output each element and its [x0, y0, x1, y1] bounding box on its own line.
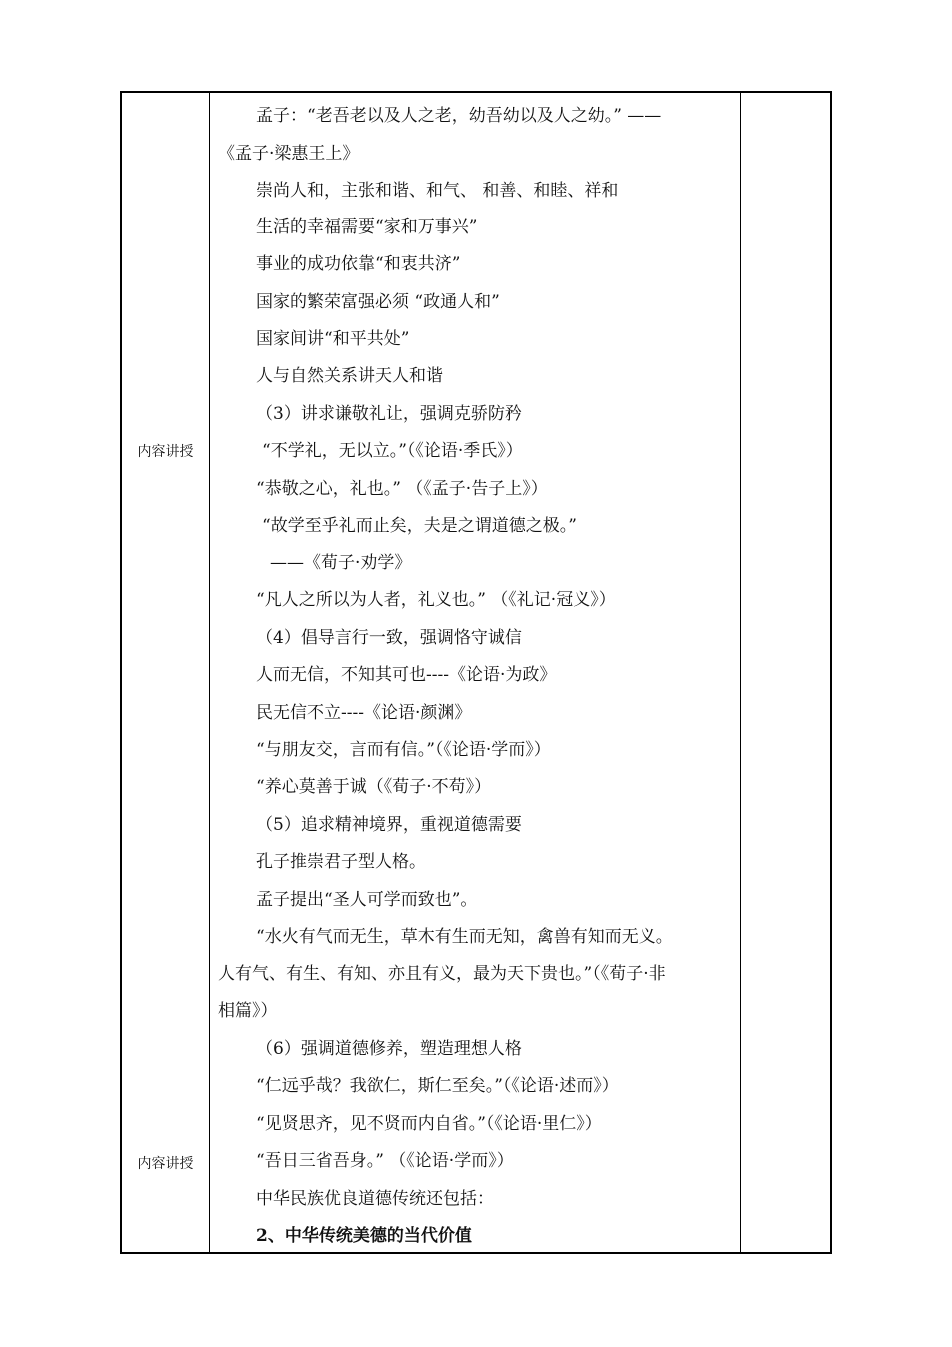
content-line: 国家间讲“和平共处” [256, 329, 410, 349]
content-line: （4）倡导言行一致，强调恪守诚信 [256, 628, 522, 648]
row-label-teaching-content-2: 内容讲授 [137, 1156, 194, 1172]
content-line: “凡人之所以为人者，礼义也。” （《礼记·冠义》） [256, 590, 616, 610]
content-line: “吾日三省吾身。” （《论语·学而》） [256, 1151, 514, 1171]
content-line: “不学礼，无以立。”（《论语·季氏》） [262, 441, 523, 461]
content-line: 人与自然关系讲天人和谐 [256, 366, 443, 386]
content-line: “恭敬之心，礼也。” （《孟子·告子上》） [256, 479, 548, 499]
column-divider-right [740, 93, 741, 1252]
content-line: （6）强调道德修养，塑造理想人格 [256, 1039, 522, 1059]
content-line: “与朋友交，言而有信。”（《论语·学而》） [256, 740, 551, 760]
content-line: ——《荀子·劝学》 [270, 553, 412, 573]
lesson-table [120, 91, 832, 1254]
column-divider-left [209, 93, 210, 1252]
content-line: （3）讲求谦敬礼让，强调克骄防矜 [256, 404, 522, 424]
content-line: 崇尚人和，主张和谐、和气、 和善、和睦、祥和 [256, 181, 619, 201]
content-line: “见贤思齐，见不贤而内自省。”（《论语·里仁》） [256, 1114, 602, 1134]
content-line: “养心莫善于诚（《荀子·不苟》） [256, 777, 492, 797]
content-line: 生活的幸福需要“家和万事兴” [256, 217, 478, 237]
row-label-teaching-content: 内容讲授 [137, 444, 194, 460]
content-line: “仁远乎哉？我欲仁，斯仁至矣。”（《论语·述而》） [256, 1076, 619, 1096]
content-line: 相篇》） [218, 1001, 278, 1021]
content-line: 孟子提出“圣人可学而致也”。 [256, 890, 478, 910]
content-line: 孟子：“老吾老以及人之老，幼吾幼以及人之幼。” —— [256, 106, 662, 126]
content-line: 民无信不立----《论语·颜渊》 [256, 703, 472, 723]
content-line: 2、中华传统美德的当代价值 [256, 1226, 472, 1246]
content-line: 人而无信，不知其可也----《论语·为政》 [256, 665, 557, 685]
content-line: （5）追求精神境界，重视道德需要 [256, 815, 522, 835]
content-line: 孔子推崇君子型人格。 [256, 852, 426, 872]
content-line: “故学至乎礼而止矣，夫是之谓道德之极。” [262, 516, 577, 536]
content-line: 国家的繁荣富强必须 “政通人和” [256, 292, 500, 312]
content-line: “水火有气而无生，草木有生而无知，禽兽有知而无义。 [256, 927, 673, 947]
content-line: 事业的成功依靠“和衷共济” [256, 254, 461, 274]
content-line: 《孟子·梁惠王上》 [218, 144, 360, 164]
content-line: 人有气、有生、有知、亦且有义，最为天下贵也。”（《荀子·非 [218, 964, 666, 984]
content-line: 中华民族优良道德传统还包括： [256, 1189, 494, 1209]
